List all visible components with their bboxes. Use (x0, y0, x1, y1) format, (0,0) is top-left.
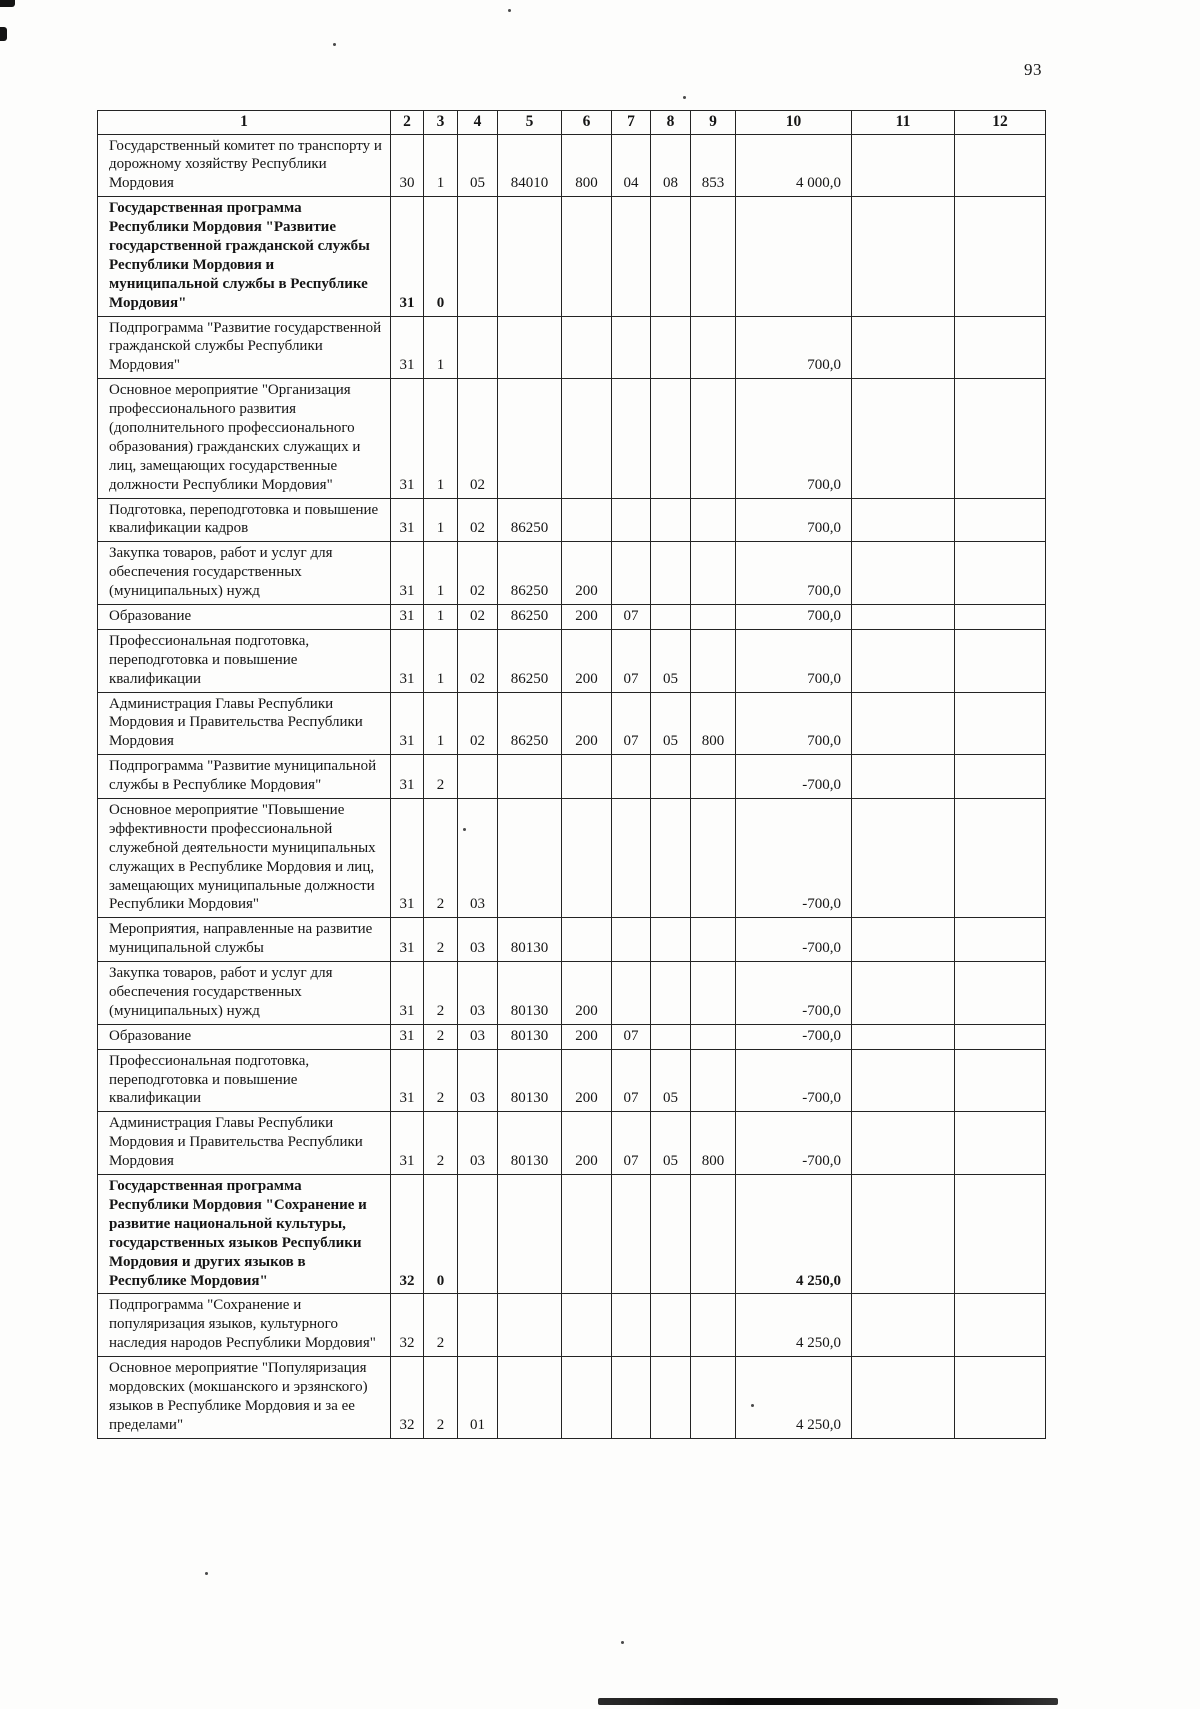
value-cell (562, 1294, 612, 1357)
column-header: 8 (651, 111, 691, 135)
amount-cell: 700,0 (736, 542, 852, 605)
value-cell (955, 629, 1046, 692)
value-cell: 31 (391, 918, 424, 962)
value-cell (458, 197, 498, 316)
value-cell: 05 (651, 692, 691, 755)
value-cell: 200 (562, 1049, 612, 1112)
value-cell (498, 197, 562, 316)
row-label-cell: Профессиональная подготовка, переподготовка и повышение квалификации (98, 1049, 391, 1112)
value-cell (612, 1357, 651, 1439)
value-cell (955, 605, 1046, 630)
value-cell: 03 (458, 1024, 498, 1049)
value-cell (612, 197, 651, 316)
value-cell (852, 1294, 955, 1357)
value-cell: 1 (424, 542, 458, 605)
value-cell (498, 799, 562, 918)
value-cell (955, 799, 1046, 918)
value-cell: 2 (424, 918, 458, 962)
value-cell (458, 1175, 498, 1294)
amount-cell: 700,0 (736, 316, 852, 379)
value-cell (691, 197, 736, 316)
value-cell (498, 1294, 562, 1357)
value-cell (612, 755, 651, 799)
table-row (98, 755, 1046, 799)
value-cell: 07 (612, 1049, 651, 1112)
column-header: 2 (391, 111, 424, 135)
value-cell: 01 (458, 1357, 498, 1439)
value-cell: 80130 (498, 1024, 562, 1049)
value-cell (691, 316, 736, 379)
value-cell: 32 (391, 1294, 424, 1357)
value-cell: 05 (651, 1049, 691, 1112)
amount-cell: 700,0 (736, 605, 852, 630)
value-cell: 03 (458, 962, 498, 1025)
value-cell (612, 498, 651, 542)
column-header: 9 (691, 111, 736, 135)
value-cell (651, 316, 691, 379)
amount-cell: -700,0 (736, 799, 852, 918)
value-cell: 07 (612, 692, 651, 755)
value-cell: 05 (651, 1112, 691, 1175)
value-cell: 2 (424, 1112, 458, 1175)
value-cell (852, 799, 955, 918)
scan-speck (463, 828, 466, 831)
value-cell (691, 1294, 736, 1357)
value-cell (562, 1175, 612, 1294)
value-cell (852, 605, 955, 630)
row-label-cell: Администрация Главы Республики Мордовия и Правительства Республики Мордовия (98, 692, 391, 755)
value-cell (498, 379, 562, 498)
row-label-cell: Государственная программа Республики Мордовия "Развитие государственной гражданской службы Республики Мордовия и муниципальной службы в Республике Мордовия" (98, 197, 391, 316)
value-cell: 800 (691, 692, 736, 755)
value-cell: 03 (458, 1049, 498, 1112)
value-cell (955, 755, 1046, 799)
value-cell: 07 (612, 1112, 651, 1175)
value-cell (612, 316, 651, 379)
amount-cell: -700,0 (736, 1024, 852, 1049)
value-cell (691, 1049, 736, 1112)
value-cell (852, 1049, 955, 1112)
value-cell: 31 (391, 1049, 424, 1112)
value-cell (651, 379, 691, 498)
row-label-cell: Государственный комитет по транспорту и дорожному хозяйству Республики Мордовия (98, 134, 391, 197)
value-cell: 200 (562, 1024, 612, 1049)
column-header: 3 (424, 111, 458, 135)
row-label-cell: Подготовка, переподготовка и повышение квалификации кадров (98, 498, 391, 542)
value-cell: 2 (424, 1294, 458, 1357)
row-label-cell: Образование (98, 1024, 391, 1049)
value-cell: 86250 (498, 605, 562, 630)
value-cell (691, 542, 736, 605)
row-label-cell: Основное мероприятие "Повышение эффективности профессиональной служебной деятельности муниципальных служащих в Республике Мордовия и лиц, замещающих муниципальные должности Республики Мордовия" (98, 799, 391, 918)
row-label-cell: Подпрограмма "Развитие муниципальной службы в Республике Мордовия" (98, 755, 391, 799)
value-cell (612, 542, 651, 605)
column-header: 11 (852, 111, 955, 135)
value-cell: 1 (424, 379, 458, 498)
value-cell: 2 (424, 962, 458, 1025)
column-header: 12 (955, 111, 1046, 135)
value-cell: 31 (391, 755, 424, 799)
value-cell (691, 498, 736, 542)
value-cell (955, 692, 1046, 755)
value-cell (852, 962, 955, 1025)
value-cell (955, 962, 1046, 1025)
value-cell: 1 (424, 316, 458, 379)
value-cell: 200 (562, 542, 612, 605)
row-label-cell: Закупка товаров, работ и услуг для обеспечения государственных (муниципальных) нужд (98, 962, 391, 1025)
value-cell (852, 498, 955, 542)
scan-speck (621, 1641, 624, 1644)
value-cell: 32 (391, 1357, 424, 1439)
row-label-cell: Закупка товаров, работ и услуг для обеспечения государственных (муниципальных) нужд (98, 542, 391, 605)
value-cell (852, 197, 955, 316)
scan-artifact-edge (0, 27, 7, 41)
table-body (98, 134, 1046, 1438)
value-cell: 80130 (498, 962, 562, 1025)
value-cell (852, 1112, 955, 1175)
row-label-cell: Подпрограмма "Сохранение и популяризация языков, культурного наследия народов Республики Мордовия" (98, 1294, 391, 1357)
value-cell: 200 (562, 605, 612, 630)
value-cell (691, 755, 736, 799)
value-cell (562, 1357, 612, 1439)
value-cell (651, 542, 691, 605)
table-row (98, 962, 1046, 1025)
value-cell: 02 (458, 542, 498, 605)
column-header: 6 (562, 111, 612, 135)
value-cell: 1 (424, 605, 458, 630)
column-header: 10 (736, 111, 852, 135)
value-cell: 800 (691, 1112, 736, 1175)
value-cell: 80130 (498, 1049, 562, 1112)
value-cell: 31 (391, 379, 424, 498)
value-cell (852, 134, 955, 197)
budget-table (97, 110, 1046, 1439)
row-label-cell: Администрация Главы Республики Мордовия и Правительства Республики Мордовия (98, 1112, 391, 1175)
value-cell: 0 (424, 197, 458, 316)
amount-cell: -700,0 (736, 962, 852, 1025)
value-cell (562, 755, 612, 799)
column-header: 7 (612, 111, 651, 135)
table-row (98, 1049, 1046, 1112)
value-cell: 07 (612, 629, 651, 692)
row-label-cell: Подпрограмма "Развитие государственной гражданской службы Республики Мордовия" (98, 316, 391, 379)
amount-cell: 4 250,0 (736, 1357, 852, 1439)
value-cell (562, 379, 612, 498)
value-cell: 31 (391, 498, 424, 542)
value-cell: 31 (391, 1112, 424, 1175)
value-cell: 07 (612, 605, 651, 630)
value-cell (955, 498, 1046, 542)
scan-speck (751, 1404, 754, 1407)
value-cell: 853 (691, 134, 736, 197)
value-cell: 08 (651, 134, 691, 197)
value-cell (612, 962, 651, 1025)
value-cell (498, 316, 562, 379)
value-cell: 02 (458, 379, 498, 498)
value-cell: 31 (391, 799, 424, 918)
value-cell (498, 755, 562, 799)
value-cell: 04 (612, 134, 651, 197)
value-cell: 200 (562, 1112, 612, 1175)
value-cell: 03 (458, 918, 498, 962)
value-cell (852, 692, 955, 755)
value-cell (562, 316, 612, 379)
value-cell: 0 (424, 1175, 458, 1294)
amount-cell: 4 000,0 (736, 134, 852, 197)
value-cell: 2 (424, 1024, 458, 1049)
amount-cell: -700,0 (736, 1112, 852, 1175)
value-cell (458, 755, 498, 799)
value-cell (955, 1112, 1046, 1175)
value-cell (852, 1357, 955, 1439)
value-cell: 2 (424, 1049, 458, 1112)
value-cell: 02 (458, 498, 498, 542)
table-row (98, 197, 1046, 316)
value-cell (691, 962, 736, 1025)
value-cell (852, 918, 955, 962)
value-cell: 1 (424, 498, 458, 542)
value-cell (852, 542, 955, 605)
value-cell (651, 498, 691, 542)
value-cell (691, 379, 736, 498)
value-cell (498, 1175, 562, 1294)
table-row (98, 134, 1046, 197)
value-cell: 84010 (498, 134, 562, 197)
table-row (98, 1175, 1046, 1294)
amount-cell: 700,0 (736, 629, 852, 692)
scan-artifact-corner (0, 0, 15, 7)
table-row (98, 316, 1046, 379)
value-cell: 31 (391, 629, 424, 692)
value-cell: 86250 (498, 692, 562, 755)
table-row (98, 542, 1046, 605)
value-cell (955, 1294, 1046, 1357)
amount-cell: -700,0 (736, 918, 852, 962)
table-row (98, 918, 1046, 962)
value-cell (852, 1024, 955, 1049)
table-row (98, 498, 1046, 542)
value-cell: 200 (562, 692, 612, 755)
value-cell: 2 (424, 755, 458, 799)
value-cell (458, 1294, 498, 1357)
value-cell: 2 (424, 799, 458, 918)
value-cell (955, 197, 1046, 316)
value-cell: 07 (612, 1024, 651, 1049)
value-cell: 200 (562, 962, 612, 1025)
table-row (98, 1294, 1046, 1357)
row-label-cell: Профессиональная подготовка, переподготовка и повышение квалификации (98, 629, 391, 692)
value-cell: 31 (391, 197, 424, 316)
row-label-cell: Основное мероприятие "Организация профессионального развития (дополнительного профессионального образования) гражданских служащих и лиц, замещающих государственные должности Республики Мордовия" (98, 379, 391, 498)
value-cell (955, 379, 1046, 498)
value-cell: 02 (458, 692, 498, 755)
value-cell (562, 498, 612, 542)
value-cell: 02 (458, 605, 498, 630)
value-cell (651, 755, 691, 799)
page-number: 93 (1024, 60, 1042, 79)
value-cell (691, 1024, 736, 1049)
value-cell (651, 1024, 691, 1049)
value-cell (691, 629, 736, 692)
value-cell (612, 918, 651, 962)
row-label-cell: Основное мероприятие "Популяризация мордовских (мокшанского и эрзянского) языков в Республике Мордовия и за ее пределами" (98, 1357, 391, 1439)
value-cell (852, 379, 955, 498)
value-cell (955, 134, 1046, 197)
value-cell (955, 1175, 1046, 1294)
value-cell (955, 542, 1046, 605)
value-cell (955, 316, 1046, 379)
row-label-cell: Образование (98, 605, 391, 630)
value-cell: 86250 (498, 498, 562, 542)
value-cell (691, 1175, 736, 1294)
column-header: 4 (458, 111, 498, 135)
value-cell (562, 197, 612, 316)
table-row (98, 799, 1046, 918)
value-cell (852, 629, 955, 692)
amount-cell: -700,0 (736, 755, 852, 799)
amount-cell: 4 250,0 (736, 1294, 852, 1357)
row-label-cell: Мероприятия, направленные на развитие муниципальной службы (98, 918, 391, 962)
value-cell: 31 (391, 692, 424, 755)
value-cell: 1 (424, 629, 458, 692)
value-cell (852, 316, 955, 379)
column-header: 1 (98, 111, 391, 135)
scan-speck (683, 96, 686, 99)
value-cell (651, 197, 691, 316)
value-cell (691, 918, 736, 962)
value-cell: 05 (651, 629, 691, 692)
value-cell (562, 918, 612, 962)
value-cell (612, 1294, 651, 1357)
scan-speck (205, 1572, 208, 1575)
value-cell (458, 316, 498, 379)
value-cell: 80130 (498, 1112, 562, 1175)
table-row (98, 1112, 1046, 1175)
amount-cell: 700,0 (736, 498, 852, 542)
scan-speck (333, 43, 336, 46)
table-row (98, 1357, 1046, 1439)
value-cell: 31 (391, 962, 424, 1025)
value-cell: 03 (458, 799, 498, 918)
value-cell: 1 (424, 692, 458, 755)
value-cell (651, 1294, 691, 1357)
value-cell (651, 799, 691, 918)
value-cell: 30 (391, 134, 424, 197)
value-cell (651, 918, 691, 962)
amount-cell (736, 197, 852, 316)
table-row (98, 629, 1046, 692)
value-cell (955, 918, 1046, 962)
value-cell: 31 (391, 605, 424, 630)
scan-speck (508, 9, 511, 12)
scan-artifact-bottom-line (598, 1698, 1058, 1705)
amount-cell: 4 250,0 (736, 1175, 852, 1294)
value-cell: 1 (424, 134, 458, 197)
value-cell: 32 (391, 1175, 424, 1294)
value-cell (691, 1357, 736, 1439)
value-cell (955, 1049, 1046, 1112)
value-cell: 31 (391, 316, 424, 379)
table-row (98, 605, 1046, 630)
amount-cell: -700,0 (736, 1049, 852, 1112)
value-cell: 31 (391, 542, 424, 605)
value-cell: 80130 (498, 918, 562, 962)
value-cell (955, 1024, 1046, 1049)
value-cell (955, 1357, 1046, 1439)
value-cell (852, 1175, 955, 1294)
value-cell (852, 755, 955, 799)
value-cell (612, 1175, 651, 1294)
value-cell (612, 379, 651, 498)
table-row (98, 692, 1046, 755)
value-cell: 03 (458, 1112, 498, 1175)
value-cell: 86250 (498, 629, 562, 692)
value-cell (651, 605, 691, 630)
value-cell (498, 1357, 562, 1439)
value-cell: 200 (562, 629, 612, 692)
value-cell: 86250 (498, 542, 562, 605)
value-cell: 02 (458, 629, 498, 692)
amount-cell: 700,0 (736, 379, 852, 498)
value-cell (651, 962, 691, 1025)
value-cell (651, 1175, 691, 1294)
value-cell (691, 605, 736, 630)
value-cell (562, 799, 612, 918)
column-header: 5 (498, 111, 562, 135)
table-row (98, 1024, 1046, 1049)
value-cell: 800 (562, 134, 612, 197)
value-cell: 2 (424, 1357, 458, 1439)
value-cell (612, 799, 651, 918)
table-header-row (98, 111, 1046, 135)
amount-cell: 700,0 (736, 692, 852, 755)
value-cell: 05 (458, 134, 498, 197)
row-label-cell: Государственная программа Республики Мордовия "Сохранение и развитие национальной культуры, государственных языков Республики Мордовия и других языков в Республике Мордовия" (98, 1175, 391, 1294)
value-cell (651, 1357, 691, 1439)
value-cell (691, 799, 736, 918)
table-row (98, 379, 1046, 498)
value-cell: 31 (391, 1024, 424, 1049)
